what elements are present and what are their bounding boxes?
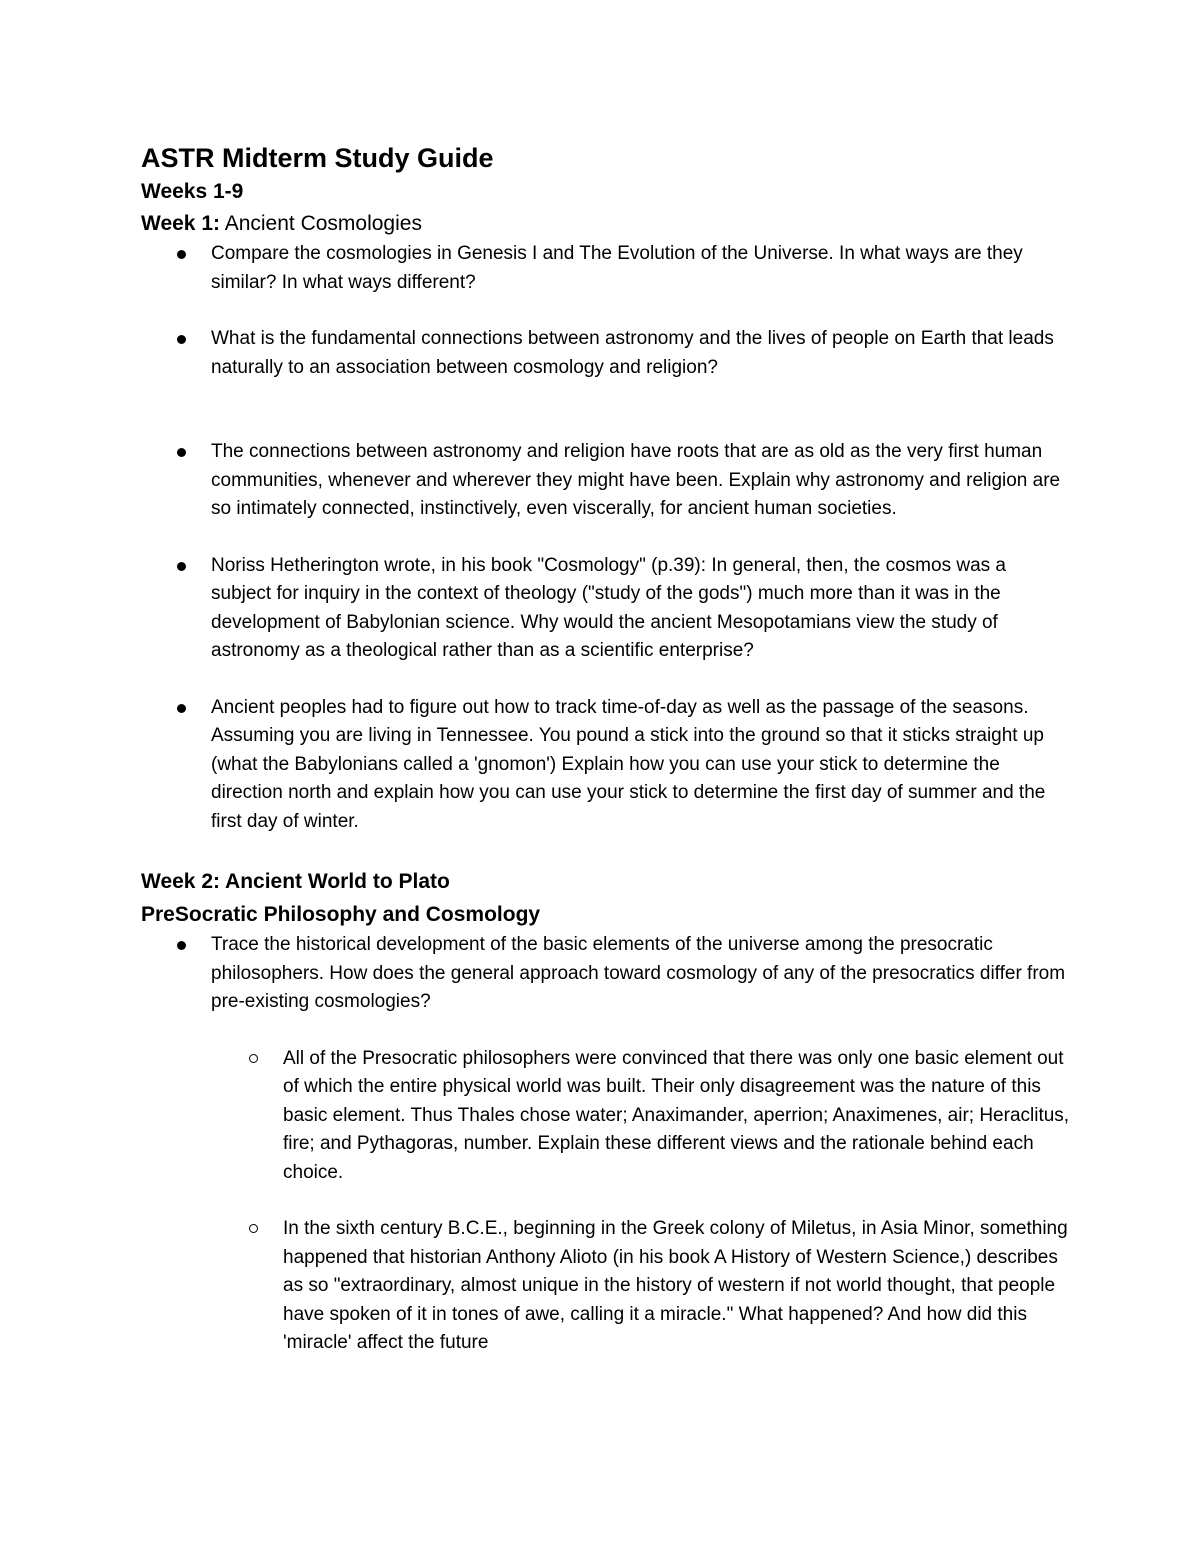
list-item [141, 552, 1071, 666]
bullet-icon [177, 448, 186, 457]
bullet-icon [177, 562, 186, 571]
list-item [141, 931, 1071, 1017]
list-item [141, 240, 1071, 297]
question-text: Trace the historical development of the basic elements of the universe among the presocratic philosophers. How does the general approach toward cosmology of any of the presocratics differ from pre-existing cosmologies? [211, 934, 1066, 1012]
question-text: Compare the cosmologies in Genesis I and The Evolution of the Universe. In what ways are they similar? In what ways different? [211, 243, 1023, 293]
week1-label: Week 1: [141, 212, 220, 235]
document-page [141, 140, 1071, 1358]
bullet-icon [177, 941, 186, 950]
bullet-icon [177, 335, 186, 344]
week2-heading: Week 2: Ancient World to Plato [141, 870, 450, 893]
bullet-icon [177, 250, 186, 259]
list-item [141, 325, 1071, 382]
week2-question-list [141, 931, 1071, 1017]
subquestion-text: In the sixth century B.C.E., beginning in the Greek colony of Miletus, in Asia Minor, something happened that historian Anthony Alioto (in his book A History of Western Science,) describes as so "extraordinary, almost unique in the history of western if not world thought, that people have spoken of it in tones of awe, calling it a miracle." What happened? And how did this 'miracle' affect the future [283, 1218, 1068, 1353]
hollow-bullet-icon [249, 1054, 258, 1063]
week2-subquestion-list [141, 1045, 1071, 1358]
document-title: ASTR Midterm Study Guide [141, 143, 494, 173]
question-text: Noriss Hetherington wrote, in his book "Cosmology" (p.39): In general, then, the cosmos was a subject for inquiry in the context of theology ("study of the gods") much more than it was in the development of Babylonian science. Why would the ancient Mesopotamians view the study of astronomy as a theological rather than as a scientific enterprise? [211, 554, 1006, 661]
hollow-bullet-icon [249, 1224, 258, 1233]
bullet-icon [177, 704, 186, 713]
list-item [141, 694, 1071, 837]
list-item [141, 438, 1071, 524]
question-text: The connections between astronomy and religion have roots that are as old as the very first human communities, whenever and wherever they might have been. Explain why astronomy and religion are so intimately connected, instinctively, even viscerally, for ancient human societies. [211, 441, 1061, 519]
list-item [141, 1045, 1071, 1188]
question-text: Ancient peoples had to figure out how to track time-of-day as well as the passage of the seasons. Assuming you are living in Tennessee. You pound a stick into the ground so that it sticks straight up (what the Babylonians called a 'gnomon') Explain how you can use your stick to determine the direction north and explain how you can use your stick to determine the first day of summer and the first day of winter. [211, 696, 1046, 832]
document-subtitle: Weeks 1-9 [141, 180, 244, 203]
subquestion-text: All of the Presocratic philosophers were convinced that there was only one basic element out of which the entire physical world was built. Their only disagreement was the nature of this basic element. Thus Thales chose water; Anaximander, aperrion; Anaximenes, air; Heraclitus, fire; and Pythagoras, number. Explain these different views and the rationale behind each choice. [283, 1047, 1070, 1183]
question-text: What is the fundamental connections between astronomy and the lives of people on Earth that leads naturally to an association between cosmology and religion? [211, 328, 1054, 378]
week2-section-heading: PreSocratic Philosophy and Cosmology [141, 903, 541, 926]
week1-topic: Ancient Cosmologies [224, 212, 422, 235]
week1-question-list [141, 240, 1071, 836]
list-item [141, 1215, 1071, 1358]
week1-heading [141, 208, 1071, 240]
